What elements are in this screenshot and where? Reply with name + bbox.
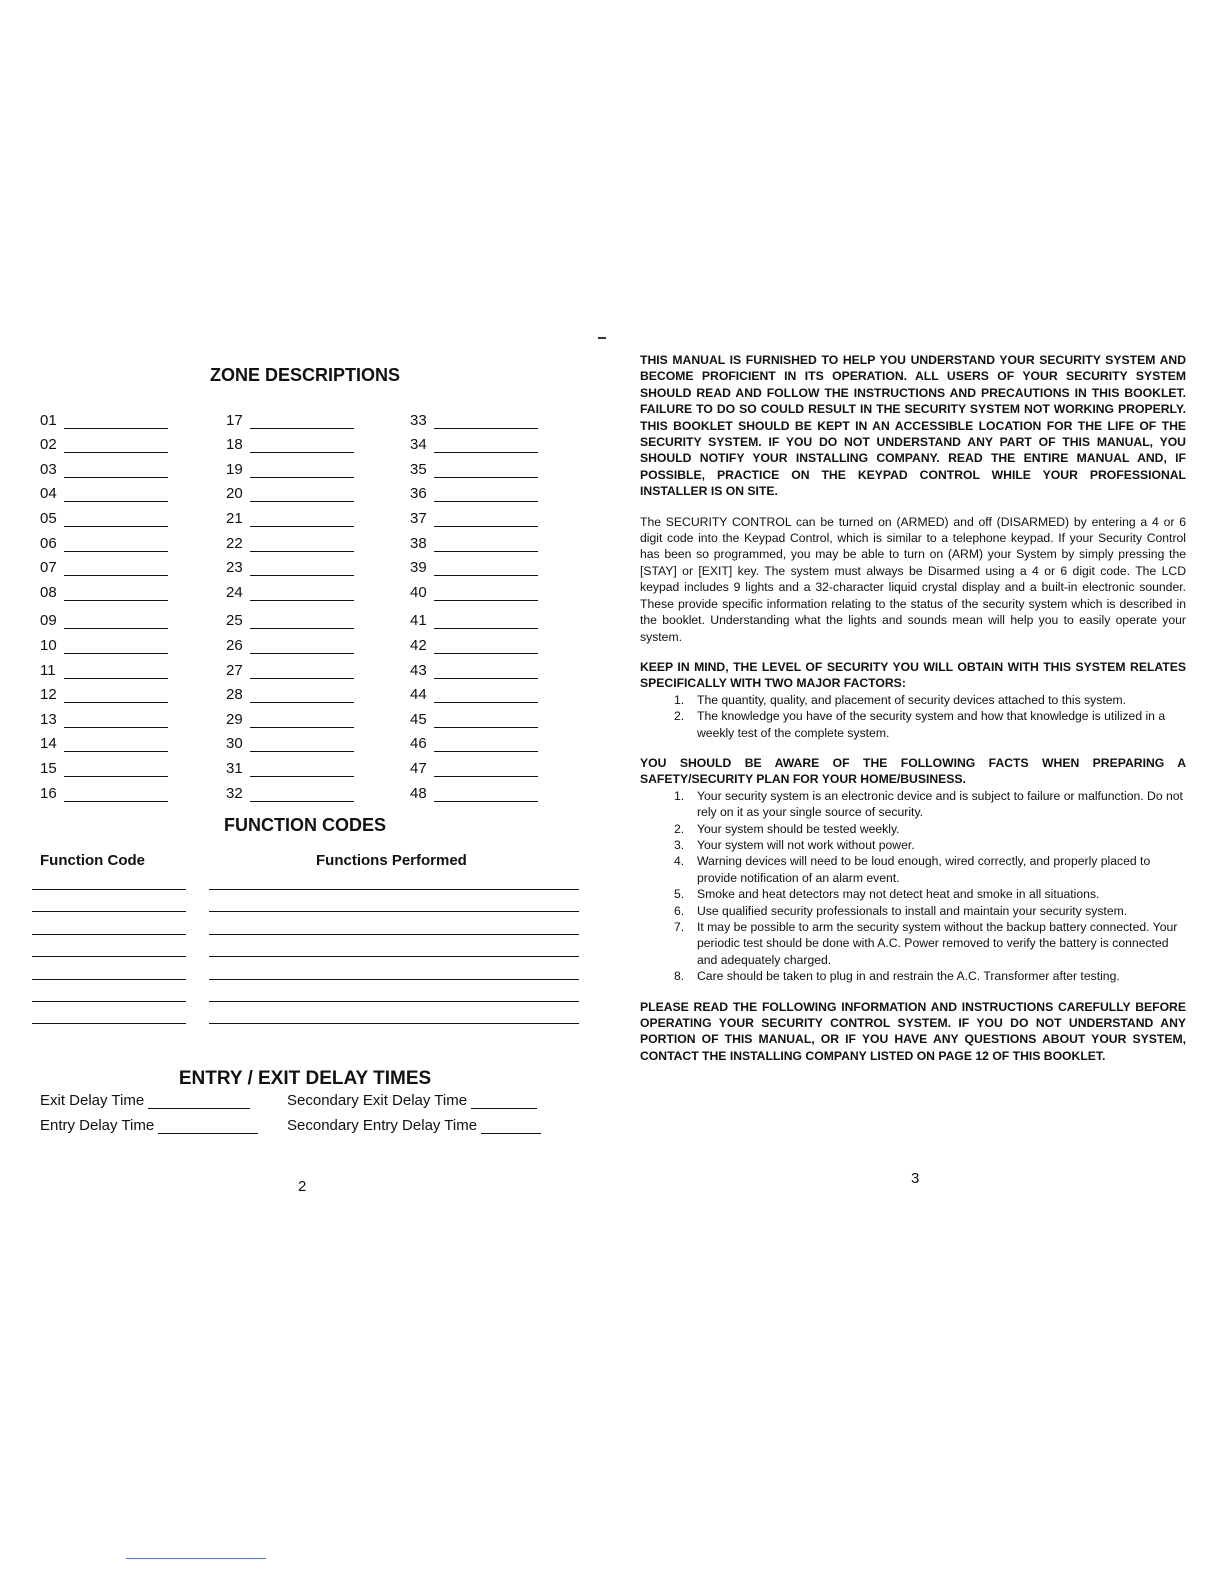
zone-number: 27 — [226, 661, 243, 679]
exit-delay-blank[interactable] — [148, 1096, 250, 1109]
zone-number: 32 — [226, 784, 243, 802]
zone-number: 11 — [40, 661, 56, 679]
zone-row — [410, 752, 570, 777]
function-code-row — [32, 868, 580, 890]
zone-number: 15 — [40, 759, 57, 777]
list-item-text: Your system will not work without power. — [697, 837, 915, 852]
zone-description-blank[interactable] — [250, 713, 354, 728]
factors-heading: KEEP IN MIND, THE LEVEL OF SECURITY YOU WILL OBTAIN WITH THIS SYSTEM RELATES SPECIFICALLY WITH TWO MAJOR FACTORS: — [640, 659, 1186, 691]
zone-row — [410, 605, 570, 630]
zone-number: 17 — [226, 411, 243, 429]
zone-number: 09 — [40, 612, 57, 630]
list-item-number: 5. — [674, 887, 685, 902]
zone-description-blank[interactable] — [64, 762, 168, 777]
zone-description-blank[interactable] — [434, 487, 538, 502]
zone-number: 04 — [40, 485, 57, 503]
list-item-text: Your system should be tested weekly. — [697, 821, 900, 836]
zone-row — [226, 576, 386, 601]
zone-number: 44 — [410, 686, 427, 704]
zone-number: 29 — [226, 710, 243, 728]
zone-description-blank[interactable] — [250, 438, 354, 453]
zone-number: 23 — [226, 559, 243, 577]
right-page — [640, 352, 1186, 1064]
zone-number: 41 — [410, 612, 427, 630]
list-item-number: 2. — [674, 821, 685, 836]
zone-row — [410, 502, 570, 527]
zone-description-blank[interactable] — [434, 537, 538, 552]
zone-number: 25 — [226, 612, 243, 630]
zone-number: 36 — [410, 485, 427, 503]
zone-row — [40, 703, 200, 728]
zone-number: 14 — [40, 735, 57, 753]
zone-row — [226, 629, 386, 654]
list-item — [640, 837, 1186, 853]
zone-row — [40, 728, 200, 753]
secondary-entry-delay-blank[interactable] — [481, 1121, 541, 1134]
zone-row — [410, 478, 570, 503]
zone-description-blank[interactable] — [64, 487, 168, 502]
entry-delay-field[interactable] — [40, 1117, 258, 1134]
zone-number: 20 — [226, 485, 243, 503]
list-item-number: 1. — [674, 692, 685, 707]
list-item — [640, 919, 1186, 968]
zone-description-blank[interactable] — [434, 414, 538, 429]
zone-description-blank[interactable] — [434, 762, 538, 777]
zone-description-blank[interactable] — [64, 713, 168, 728]
list-item-text: It may be possible to arm the security system without the backup battery connected. Your periodic test should be done with A.C. Power removed to verify the battery is connected and adequately charged. — [697, 920, 1178, 967]
zone-number: 33 — [410, 411, 427, 429]
facts-list — [640, 788, 1186, 985]
function-code-blank[interactable] — [32, 1023, 186, 1024]
list-item-number: 6. — [674, 903, 685, 918]
zone-description-blank[interactable] — [250, 512, 354, 527]
zone-description-blank[interactable] — [250, 586, 354, 601]
zone-row — [40, 404, 200, 429]
zone-row — [410, 404, 570, 429]
zone-row — [410, 453, 570, 478]
zone-number: 35 — [410, 460, 427, 478]
page-number-left: 2 — [298, 1178, 307, 1195]
zone-row — [410, 629, 570, 654]
zone-description-blank[interactable] — [250, 537, 354, 552]
zone-number: 47 — [410, 759, 427, 777]
function-code-row — [32, 913, 580, 935]
list-item — [640, 968, 1186, 984]
secondary-exit-delay-blank[interactable] — [471, 1096, 537, 1109]
zone-row — [226, 478, 386, 503]
secondary-entry-delay-label: Secondary Entry Delay Time — [287, 1117, 478, 1134]
zone-description-blank[interactable] — [64, 512, 168, 527]
list-item — [640, 708, 1186, 741]
zone-number: 08 — [40, 583, 57, 601]
zone-description-blank[interactable] — [434, 737, 538, 752]
function-code-row — [32, 980, 580, 1002]
exit-delay-field[interactable] — [40, 1092, 250, 1109]
zone-description-blank[interactable] — [64, 688, 168, 703]
factors-list — [640, 692, 1186, 741]
zone-row — [226, 777, 386, 802]
zone-description-blank[interactable] — [434, 512, 538, 527]
list-item-text: Your security system is an electronic device and is subject to failure or malfunction. Do not rely on it as your single source of security. — [697, 788, 1183, 820]
zone-row — [410, 576, 570, 601]
list-item-number: 1. — [674, 788, 685, 803]
zone-description-blank[interactable] — [434, 787, 538, 802]
zone-row — [410, 728, 570, 753]
zone-row — [226, 453, 386, 478]
zone-number: 38 — [410, 534, 427, 552]
function-code-row — [32, 1002, 580, 1024]
zone-number: 05 — [40, 509, 57, 527]
zone-number: 07 — [40, 559, 57, 577]
delay-times — [40, 1092, 560, 1142]
zone-description-blank[interactable] — [434, 463, 538, 478]
zone-description-blank[interactable] — [434, 586, 538, 601]
list-item — [640, 903, 1186, 919]
zone-description-blank[interactable] — [434, 614, 538, 629]
function-code-header: Function Code — [40, 852, 145, 869]
intro-paragraph: THIS MANUAL IS FURNISHED TO HELP YOU UNDERSTAND YOUR SECURITY SYSTEM AND BECOME PROFICIENT IN ITS OPERATION. ALL USERS OF YOUR SECURITY SYSTEM SHOULD READ AND FOLLOW THE INSTRUCTIONS AND PRECAUTIONS IN THIS BOOKLET. FAILURE TO DO SO COULD RESULT IN THE SECURITY SYSTEM NOT WORKING PROPERLY. THIS BOOKLET SHOULD BE KEPT IN AN ACCESSIBLE LOCATION FOR THE LIFE OF THE SECURITY SYSTEM. IF YOU DO NOT UNDERSTAND ANY PART OF THIS MANUAL, YOU SHOULD NOTIFY YOUR INSTALLING COMPANY. READ THE ENTIRE MANUAL AND, IF POSSIBLE, PRACTICE ON THE KEYPAD CONTROL WHILE YOUR PROFESSIONAL INSTALLER IS ON SITE. — [640, 353, 1186, 499]
zone-row — [40, 679, 200, 704]
zone-description-blank[interactable] — [434, 664, 538, 679]
zone-number: 21 — [226, 509, 243, 527]
zone-row — [40, 654, 200, 679]
list-item — [640, 788, 1186, 821]
zone-row — [226, 527, 386, 552]
zone-number: 30 — [226, 735, 243, 753]
zone-description-blank[interactable] — [250, 463, 354, 478]
zone-description-blank[interactable] — [434, 688, 538, 703]
zone-number: 19 — [226, 460, 243, 478]
zone-number: 37 — [410, 509, 427, 527]
zone-description-blank[interactable] — [64, 737, 168, 752]
zone-column-1 — [40, 404, 200, 802]
zone-row — [226, 752, 386, 777]
list-item-number: 3. — [674, 837, 685, 852]
zone-column-3 — [410, 404, 570, 802]
zone-row — [410, 527, 570, 552]
function-code-row — [32, 958, 580, 980]
zone-number: 16 — [40, 784, 57, 802]
entry-delay-label: Entry Delay Time — [40, 1117, 155, 1134]
list-item-text: The quantity, quality, and placement of security devices attached to this system. — [697, 692, 1127, 707]
zone-description-blank[interactable] — [64, 463, 168, 478]
zone-row — [40, 453, 200, 478]
zone-row — [40, 605, 200, 630]
zone-number: 42 — [410, 636, 427, 654]
zone-row — [40, 527, 200, 552]
zone-description-blank[interactable] — [250, 737, 354, 752]
zone-description-blank[interactable] — [64, 614, 168, 629]
zone-row — [226, 703, 386, 728]
zone-row — [226, 429, 386, 454]
zone-number: 45 — [410, 710, 427, 728]
zone-row — [226, 605, 386, 630]
zone-number: 13 — [40, 710, 57, 728]
zone-row — [226, 728, 386, 753]
zone-number: 48 — [410, 784, 427, 802]
list-item — [640, 853, 1186, 886]
zone-number: 26 — [226, 636, 243, 654]
zone-number: 22 — [226, 534, 243, 552]
facts-heading: YOU SHOULD BE AWARE OF THE FOLLOWING FACTS WHEN PREPARING A SAFETY/SECURITY PLAN FOR YOUR HOME/BUSINESS. — [640, 755, 1186, 787]
zone-number: 39 — [410, 559, 427, 577]
zone-description-blank[interactable] — [64, 639, 168, 654]
zone-row — [226, 502, 386, 527]
zone-row — [410, 703, 570, 728]
page-number-right: 3 — [911, 1170, 920, 1187]
zone-row — [226, 654, 386, 679]
zone-description-blank[interactable] — [64, 438, 168, 453]
function-code-row — [32, 935, 580, 957]
zone-description-blank[interactable] — [250, 787, 354, 802]
zone-row — [226, 679, 386, 704]
zone-number: 31 — [226, 759, 243, 777]
zone-number: 34 — [410, 436, 427, 454]
zone-number: 03 — [40, 460, 57, 478]
list-item — [640, 692, 1186, 708]
zone-row — [226, 552, 386, 577]
list-item-number: 8. — [674, 969, 685, 984]
zone-description-blank[interactable] — [434, 561, 538, 576]
zone-row — [40, 502, 200, 527]
exit-delay-label: Exit Delay Time — [40, 1092, 145, 1109]
zone-row — [40, 777, 200, 802]
zone-row — [410, 552, 570, 577]
zone-number: 18 — [226, 436, 243, 454]
zone-row — [40, 478, 200, 503]
zone-number: 43 — [410, 661, 427, 679]
zone-column-2 — [226, 404, 386, 802]
zone-description-blank[interactable] — [250, 487, 354, 502]
function-codes-title: FUNCTION CODES — [224, 815, 386, 835]
zone-description-blank[interactable] — [250, 414, 354, 429]
zone-row — [410, 679, 570, 704]
body-paragraph: The SECURITY CONTROL can be turned on (ARMED) and off (DISARMED) by entering a 4 or 6 digit code into the Keypad Control, which is similar to a telephone keypad. If your Security Control has been so programmed, you may be able to turn on (ARM) your System by simply pressing the [STAY] or [EXIT] key. The system must always be Disarmed using a 4 or 6 digit code. The LCD keypad includes 9 lights and a 32-character liquid crystal display and a built-in electronic sounder. These provide specific information relating to the status of the security system which is described in the booklet. Understanding what the lights and sounds mean will help you to easily operate your system. — [640, 514, 1186, 644]
zone-description-blank[interactable] — [250, 688, 354, 703]
zone-number: 06 — [40, 534, 57, 552]
zone-description-blank[interactable] — [64, 664, 168, 679]
zone-number: 02 — [40, 436, 57, 454]
list-item — [640, 886, 1186, 902]
zone-number: 40 — [410, 583, 427, 601]
list-item-text: Care should be taken to plug in and restrain the A.C. Transformer after testing. — [697, 969, 1120, 984]
zone-row — [40, 752, 200, 777]
list-item-number: 2. — [674, 709, 685, 724]
entry-delay-blank[interactable] — [158, 1121, 258, 1134]
function-performed-blank[interactable] — [209, 1023, 579, 1024]
zone-description-blank[interactable] — [64, 787, 168, 802]
function-code-row — [32, 890, 580, 912]
zone-number: 46 — [410, 735, 427, 753]
zone-descriptions-title: ZONE DESCRIPTIONS — [209, 365, 401, 385]
list-item-text: Smoke and heat detectors may not detect heat and smoke in all situations. — [697, 887, 1100, 902]
zone-row — [226, 404, 386, 429]
zone-description-blank[interactable] — [64, 561, 168, 576]
zone-row — [40, 429, 200, 454]
zone-description-blank[interactable] — [250, 561, 354, 576]
secondary-exit-delay-label: Secondary Exit Delay Time — [287, 1092, 468, 1109]
function-code-lines — [32, 868, 580, 1025]
zone-row — [40, 576, 200, 601]
zone-number: 12 — [40, 686, 57, 704]
secondary-entry-delay-field[interactable] — [287, 1117, 541, 1134]
zone-number: 28 — [226, 686, 243, 704]
list-item-text: Use qualified security professionals to install and maintain your security system. — [697, 903, 1128, 918]
zone-row — [410, 777, 570, 802]
zone-row — [410, 654, 570, 679]
zone-row — [410, 429, 570, 454]
zone-number: 01 — [40, 411, 57, 429]
zone-description-blank[interactable] — [434, 713, 538, 728]
zone-description-blank[interactable] — [64, 586, 168, 601]
zone-number: 24 — [226, 583, 243, 601]
entry-exit-delay-title: ENTRY / EXIT DELAY TIMES — [178, 1068, 432, 1089]
zone-description-blank[interactable] — [64, 414, 168, 429]
zone-row — [40, 629, 200, 654]
list-item — [640, 821, 1186, 837]
zone-number: 10 — [40, 636, 57, 654]
zone-description-blank[interactable] — [434, 438, 538, 453]
list-item-text: The knowledge you have of the security system and how that knowledge is utilized in a weekly test of the complete system. — [697, 709, 1166, 740]
zone-row — [40, 552, 200, 577]
list-item-number: 7. — [674, 920, 685, 934]
list-item-text: Warning devices will need to be loud enough, wired correctly, and properly placed to provide notification of an alarm event. — [697, 854, 1151, 885]
zone-description-blank[interactable] — [434, 639, 538, 654]
decorative-underline — [126, 1558, 266, 1559]
zone-description-blank[interactable] — [250, 762, 354, 777]
zone-description-blank[interactable] — [250, 639, 354, 654]
zone-description-blank[interactable] — [250, 614, 354, 629]
list-item-number: 4. — [674, 854, 685, 869]
zone-description-blank[interactable] — [250, 664, 354, 679]
closing-paragraph: PLEASE READ THE FOLLOWING INFORMATION AND INSTRUCTIONS CAREFULLY BEFORE OPERATING YOUR SECURITY CONTROL SYSTEM. IF YOU DO NOT UNDERSTAND ANY PORTION OF THIS MANUAL, OR IF YOU HAVE ANY QUESTIONS ABOUT YOUR SYSTEM, CONTACT THE INSTALLING COMPANY LISTED ON PAGE 12 OF THIS BOOKLET. — [640, 999, 1186, 1063]
secondary-exit-delay-field[interactable] — [287, 1092, 537, 1109]
functions-performed-header: Functions Performed — [316, 852, 467, 869]
zone-description-blank[interactable] — [64, 537, 168, 552]
